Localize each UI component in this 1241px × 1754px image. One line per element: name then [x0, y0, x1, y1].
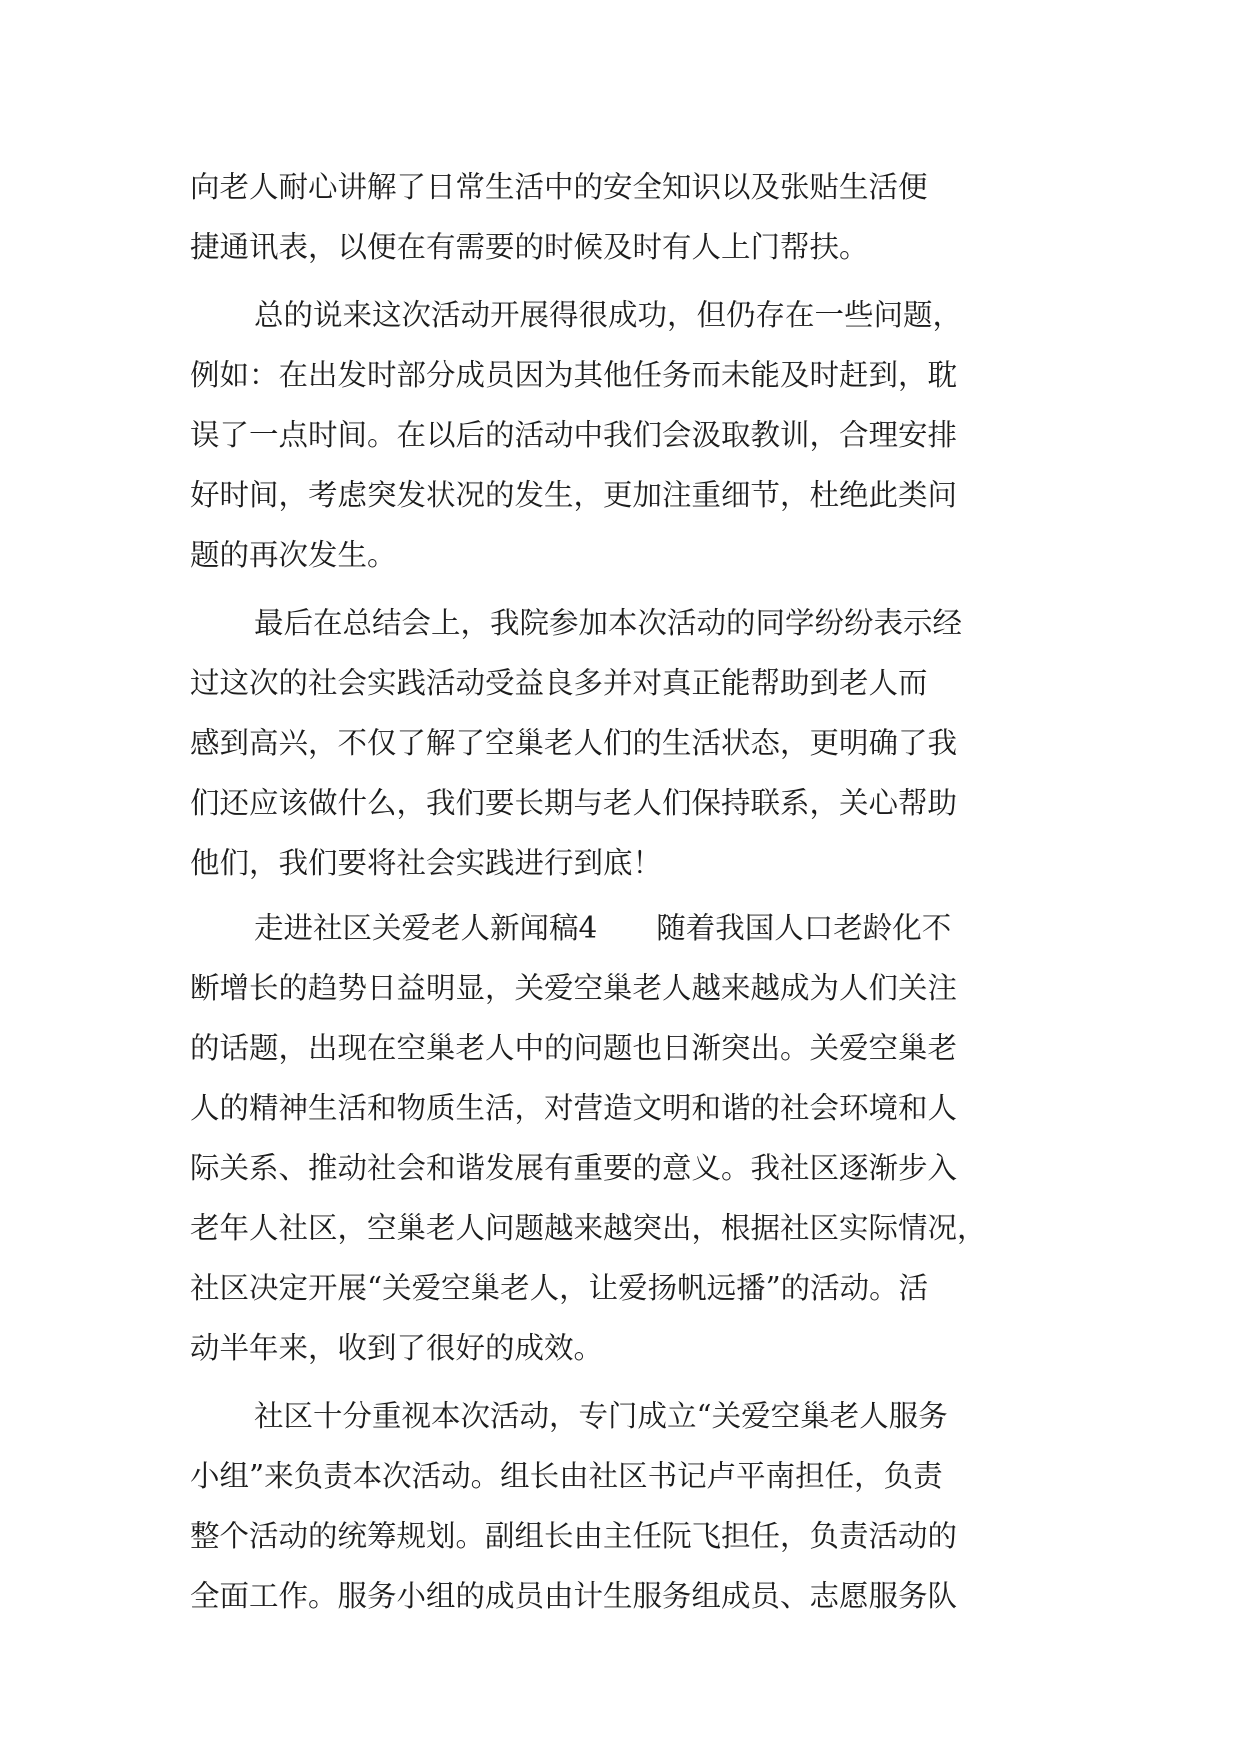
- text-line: 感到高兴，不仅了解了空巢老人们的生活状态，更明确了我: [190, 726, 958, 760]
- text-line: 题的再次发生。: [190, 538, 397, 572]
- text-line: 的话题，出现在空巢老人中的问题也日渐突出。关爱空巢老: [190, 1031, 958, 1065]
- text-line: 误了一点时间。在以后的活动中我们会汲取教训，合理安排: [190, 418, 958, 452]
- text-line: 捷通讯表，以便在有需要的时候及时有人上门帮扶。: [190, 230, 869, 264]
- text-line: 好时间，考虑突发状况的发生，更加注重细节，杜绝此类问: [190, 478, 958, 512]
- text-line: 全面工作。服务小组的成员由计生服务组成员、志愿服务队: [190, 1579, 958, 1613]
- text-line: 整个活动的统筹规划。副组长由主任阮飞担任，负责活动的: [190, 1519, 958, 1553]
- text-line: 人的精神生活和物质生活，对营造文明和谐的社会环境和人: [190, 1091, 958, 1125]
- document-body: [190, 157, 1070, 1626]
- text-line: 社区决定开展“关爱空巢老人，让爱扬帆远播”的活动。活: [190, 1271, 929, 1305]
- text-line: 例如：在出发时部分成员因为其他任务而未能及时赶到，耽: [190, 358, 958, 392]
- text-line: 断增长的趋势日益明显，关爱空巢老人越来越成为人们关注: [190, 971, 958, 1005]
- text-line: 小组”来负责本次活动。组长由社区书记卢平南担任，负责: [190, 1459, 943, 1493]
- paragraph-start-line: 社区十分重视本次活动，专门成立“关爱空巢老人服务: [254, 1399, 948, 1433]
- text-line: 际关系、推动社会和谐发展有重要的意义。我社区逐渐步入: [190, 1151, 958, 1185]
- text-line: 们还应该做什么，我们要长期与老人们保持联系，关心帮助: [190, 786, 958, 820]
- text-line: 他们，我们要将社会实践进行到底！: [190, 846, 663, 880]
- text-line: 老年人社区，空巢老人问题越来越突出，根据社区实际情况，: [190, 1211, 987, 1245]
- paragraph-start-line: 走进社区关爱老人新闻稿4 随着我国人口老龄化不: [254, 911, 952, 945]
- text-line: 动半年来，收到了很好的成效。: [190, 1331, 604, 1365]
- text-line: 向老人耐心讲解了日常生活中的安全知识以及张贴生活便: [190, 170, 928, 204]
- paragraph-start-line: 最后在总结会上，我院参加本次活动的同学纷纷表示经: [254, 606, 963, 640]
- paragraph-start-line: 总的说来这次活动开展得很成功，但仍存在一些问题，: [254, 298, 963, 332]
- text-line: 过这次的社会实践活动受益良多并对真正能帮助到老人而: [190, 666, 928, 700]
